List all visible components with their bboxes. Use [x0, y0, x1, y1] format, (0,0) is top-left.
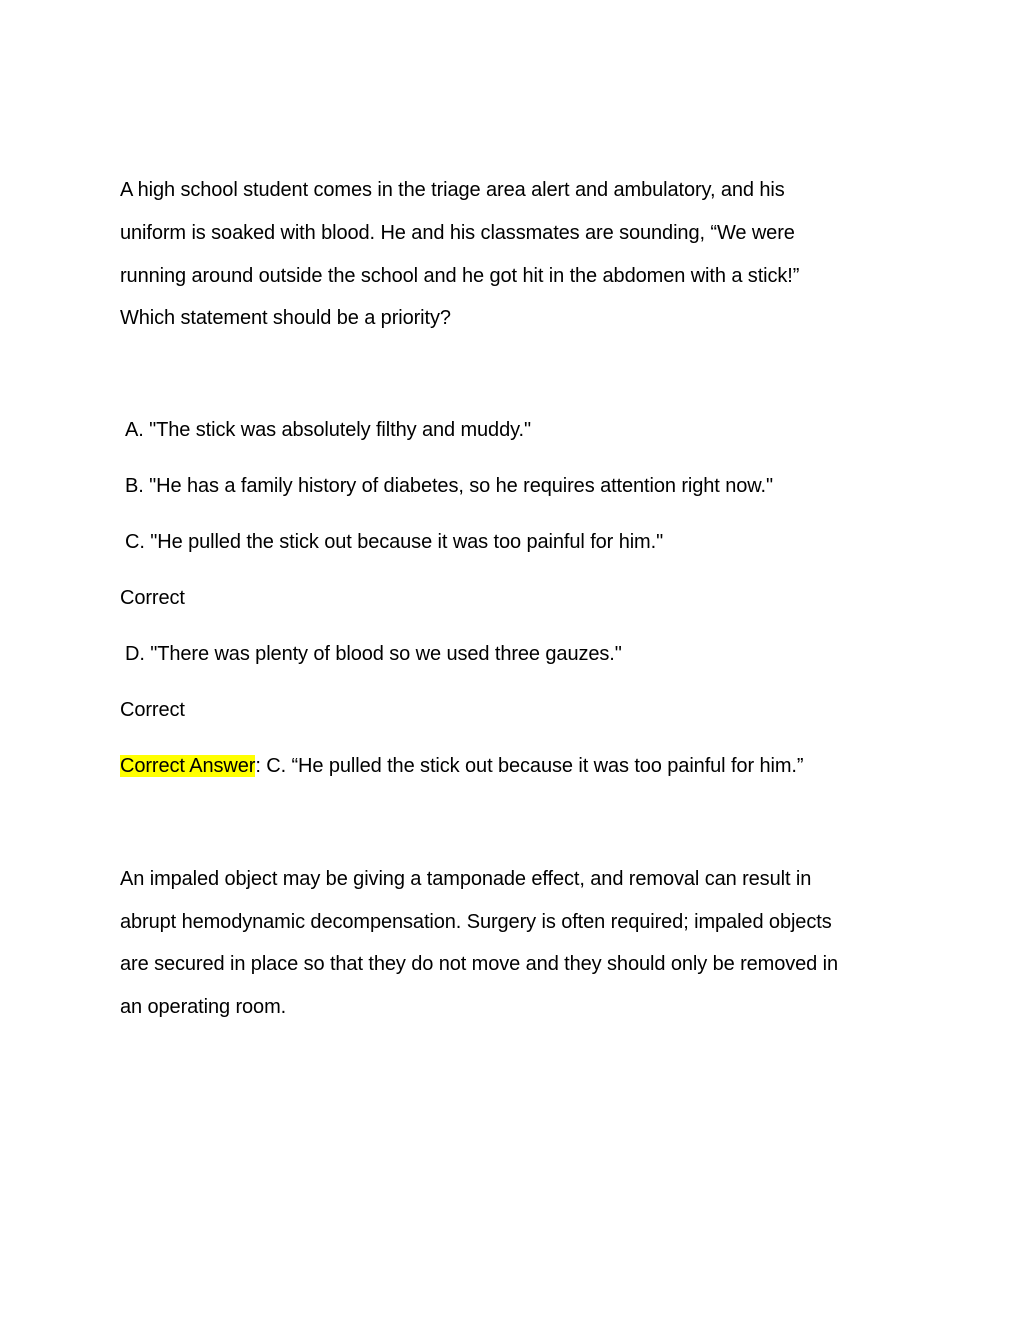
- question-line: A high school student comes in the triage area alert and ambulatory, and his: [120, 179, 785, 201]
- explanation-line: abrupt hemodynamic decompensation. Surgery is often required; impaled objects: [120, 911, 832, 933]
- correct-answer: [120, 754, 803, 778]
- question-line: uniform is soaked with blood. He and his classmates are sounding, “We were: [120, 222, 795, 244]
- option-b: B. "He has a family history of diabetes, so he requires attention right now.": [125, 475, 773, 497]
- option-c-correct-tag: Correct: [120, 587, 185, 609]
- correct-answer-text: : C. “He pulled the stick out because it was too painful for him.”: [255, 755, 804, 777]
- explanation-line: an operating room.: [120, 996, 287, 1018]
- correct-answer-label: Correct Answer: [120, 755, 256, 777]
- option-d-correct-tag: Correct: [120, 699, 185, 721]
- question-line: running around outside the school and he got hit in the abdomen with a stick!”: [120, 265, 800, 287]
- question-line: Which statement should be a priority?: [120, 307, 451, 329]
- option-d: D. "There was plenty of blood so we used three gauzes.": [125, 643, 622, 665]
- explanation-line: An impaled object may be giving a tamponade effect, and removal can result in: [120, 868, 812, 890]
- option-c: C. "He pulled the stick out because it was too painful for him.": [125, 531, 664, 553]
- option-a: A. "The stick was absolutely filthy and muddy.": [125, 419, 531, 441]
- explanation-line: are secured in place so that they do not move and they should only be removed in: [120, 953, 839, 975]
